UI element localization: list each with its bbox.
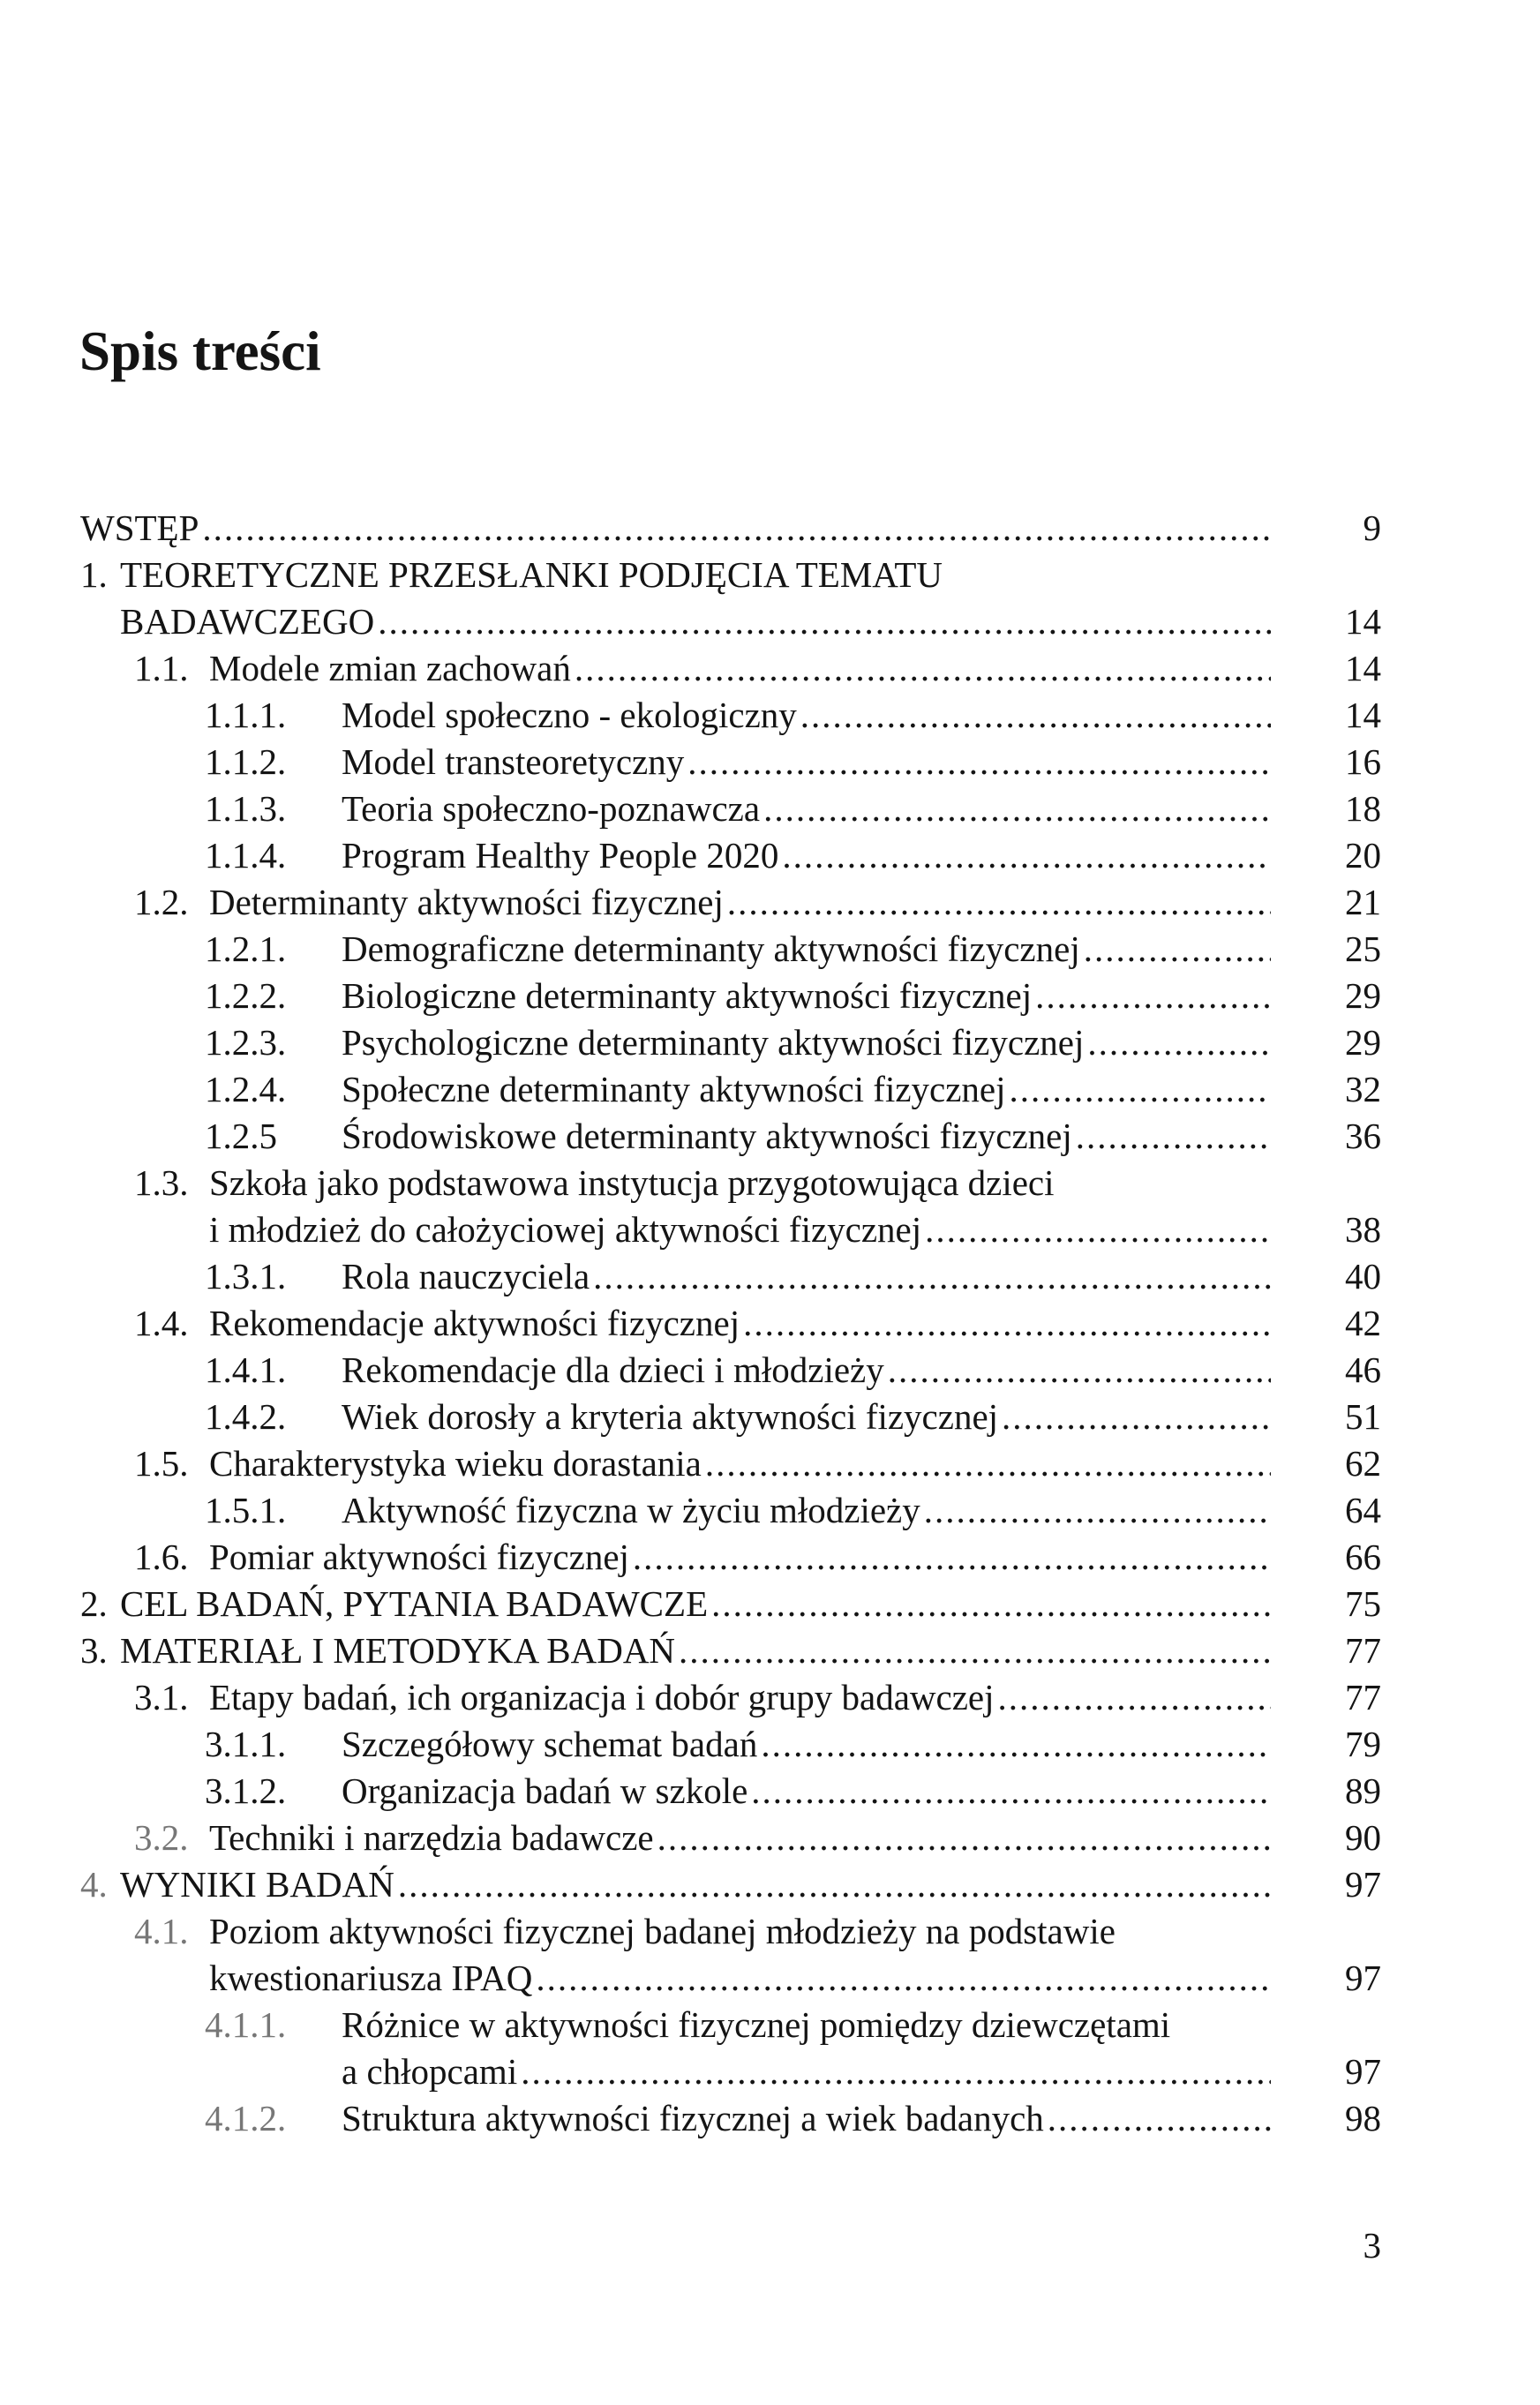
dot-leader bbox=[763, 785, 1271, 832]
toc-entry-title-text: Struktura aktywności fizycznej a wiek badanych bbox=[342, 2098, 1044, 2138]
toc-entry-number: 1.4.1. bbox=[205, 1349, 287, 1390]
toc-entry-title bbox=[342, 1768, 1271, 1815]
toc-entry-title bbox=[209, 1955, 1271, 2002]
toc-entry-number: 3. bbox=[80, 1630, 108, 1671]
toc-entry bbox=[0, 1908, 1540, 1955]
toc-entry-page: 98 bbox=[1345, 2098, 1381, 2138]
toc-entry-title bbox=[342, 1113, 1271, 1160]
toc-entry-title bbox=[209, 1440, 1271, 1487]
toc-entry-number: 1. bbox=[80, 554, 108, 595]
toc-entry-title-text: Charakterystyka wieku dorastania bbox=[209, 1443, 702, 1484]
toc-entry bbox=[0, 505, 1540, 552]
dot-leader bbox=[998, 1674, 1272, 1721]
toc-entry-title-text: Organizacja badań w szkole bbox=[342, 1770, 748, 1811]
toc-entry-page: 64 bbox=[1345, 1490, 1381, 1530]
toc-entry-title-text: i młodzież do całożyciowej aktywności fizycznej bbox=[209, 1209, 922, 1250]
dot-leader bbox=[687, 739, 1271, 785]
dot-leader bbox=[1087, 1019, 1271, 1066]
toc-entry-title-text: Środowiskowe determinanty aktywności fizycznej bbox=[342, 1116, 1072, 1156]
toc-entry-title-text: Model społeczno - ekologiczny bbox=[342, 695, 797, 735]
toc-entry bbox=[0, 1206, 1540, 1253]
toc-entry-title-text: Poziom aktywności fizycznej badanej młodzieży na podstawie bbox=[209, 1911, 1116, 1951]
toc-entry-title-text: CEL BADAŃ, PYTANIA BADAWCZE bbox=[120, 1583, 709, 1624]
toc-entry-title bbox=[342, 1253, 1271, 1300]
toc-entry-number: 4. bbox=[80, 1864, 108, 1905]
toc-entry-title-text: Wiek dorosły a kryteria aktywności fizycznej bbox=[342, 1396, 999, 1437]
toc-entry bbox=[0, 1955, 1540, 2002]
dot-leader bbox=[800, 692, 1271, 739]
toc-entry-number: 1.1.1. bbox=[205, 695, 287, 735]
toc-entry-page: 97 bbox=[1345, 1958, 1381, 1998]
toc-entry-page: 89 bbox=[1345, 1770, 1381, 1811]
toc-entry-title bbox=[342, 973, 1271, 1019]
toc-entry-page: 51 bbox=[1345, 1396, 1381, 1437]
toc-entry-title bbox=[342, 1019, 1271, 1066]
toc-entry-page: 77 bbox=[1345, 1677, 1381, 1717]
toc-entry bbox=[0, 879, 1540, 926]
toc-entry-page: 14 bbox=[1345, 695, 1381, 735]
toc-entry-title-text: Biologiczne determinanty aktywności fizycznej bbox=[342, 975, 1033, 1016]
toc-entry-page: 46 bbox=[1345, 1349, 1381, 1390]
toc-entry bbox=[0, 692, 1540, 739]
toc-entry-number: 1.1.3. bbox=[205, 788, 287, 829]
toc-entry-page: 97 bbox=[1345, 2051, 1381, 2092]
toc-entry-page: 21 bbox=[1345, 882, 1381, 922]
toc-entry-number: 1.5.1. bbox=[205, 1490, 287, 1530]
toc-entry-number: 3.1. bbox=[134, 1677, 189, 1717]
toc-entry bbox=[0, 1019, 1540, 1066]
dot-leader bbox=[743, 1300, 1271, 1347]
toc-entry-page: 14 bbox=[1345, 601, 1381, 642]
toc-entry-title bbox=[342, 2095, 1271, 2142]
toc-entry-number: 3.1.2. bbox=[205, 1770, 287, 1811]
toc-entry-title bbox=[209, 645, 1271, 692]
toc-entry-title bbox=[209, 1674, 1271, 1721]
toc-entry-title-text: WYNIKI BADAŃ bbox=[120, 1864, 394, 1905]
dot-leader bbox=[1010, 1066, 1271, 1113]
toc-entry bbox=[0, 1440, 1540, 1487]
dot-leader bbox=[398, 1861, 1271, 1908]
page-title: Spis treści bbox=[79, 320, 321, 382]
toc-entry bbox=[0, 1581, 1540, 1627]
toc-entry-number: 1.2.5 bbox=[205, 1116, 277, 1156]
toc-entry bbox=[0, 2048, 1540, 2095]
toc-entry-title-text: Determinanty aktywności fizycznej bbox=[209, 882, 724, 922]
toc-entry-page: 75 bbox=[1345, 1583, 1381, 1624]
toc-entry bbox=[0, 1627, 1540, 1674]
dot-leader bbox=[761, 1721, 1271, 1768]
toc-entry-title bbox=[342, 1066, 1271, 1113]
toc-entry-title-text: MATERIAŁ I METODYKA BADAŃ bbox=[120, 1630, 676, 1671]
toc-entry-title-text: Rekomendacje dla dzieci i młodzieży bbox=[342, 1349, 884, 1390]
toc-entry-number: 1.3.1. bbox=[205, 1256, 287, 1296]
toc-entry bbox=[0, 1674, 1540, 1721]
toc-entry-title-text: Program Healthy People 2020 bbox=[342, 835, 779, 876]
toc-entry-number: 1.4.2. bbox=[205, 1396, 287, 1437]
toc-entry-number: 3.2. bbox=[134, 1817, 189, 1858]
toc-entry-page: 62 bbox=[1345, 1443, 1381, 1484]
toc-entry-title bbox=[209, 1160, 1271, 1206]
toc-entry-page: 32 bbox=[1345, 1069, 1381, 1109]
dot-leader bbox=[705, 1440, 1271, 1487]
toc-entry-title bbox=[342, 1721, 1271, 1768]
toc-entry-title bbox=[342, 926, 1271, 973]
toc-entry-number: 1.2.1. bbox=[205, 928, 287, 969]
toc-entry-page: 29 bbox=[1345, 975, 1381, 1016]
toc-entry-page: 42 bbox=[1345, 1303, 1381, 1343]
toc-entry bbox=[0, 1534, 1540, 1581]
toc-entry bbox=[0, 1160, 1540, 1206]
toc-entry bbox=[0, 739, 1540, 785]
dot-leader bbox=[657, 1815, 1271, 1861]
toc-entry bbox=[0, 1815, 1540, 1861]
dot-leader bbox=[521, 2048, 1271, 2095]
toc-entry-title bbox=[209, 1908, 1271, 1955]
toc-entry-page: 20 bbox=[1345, 835, 1381, 876]
toc-entry-title-text: Pomiar aktywności fizycznej bbox=[209, 1537, 629, 1577]
toc-entry-page: 36 bbox=[1345, 1116, 1381, 1156]
toc-entry-title bbox=[342, 692, 1271, 739]
toc-entry-title bbox=[342, 1394, 1271, 1440]
toc-entry-title bbox=[120, 1627, 1271, 1674]
toc-entry-number: 1.3. bbox=[134, 1162, 189, 1203]
toc-entry-number: 4.1.2. bbox=[205, 2098, 287, 2138]
toc-entry-title-text: Modele zmian zachowań bbox=[209, 648, 571, 688]
toc-entry-page: 79 bbox=[1345, 1724, 1381, 1764]
toc-entry-title bbox=[209, 1534, 1271, 1581]
toc-entry-title bbox=[342, 1347, 1271, 1394]
dot-leader bbox=[378, 598, 1271, 645]
toc-entry-title bbox=[120, 552, 1271, 598]
toc-entry-title bbox=[209, 1815, 1271, 1861]
toc-entry-title bbox=[209, 1300, 1271, 1347]
toc-entry-number: 4.1. bbox=[134, 1911, 189, 1951]
toc-entry-title bbox=[209, 1206, 1271, 1253]
toc-entry-page: 40 bbox=[1345, 1256, 1381, 1296]
toc-entry-page: 38 bbox=[1345, 1209, 1381, 1250]
toc-entry-title-text: Psychologiczne determinanty aktywności fizycznej bbox=[342, 1022, 1085, 1063]
toc-entry bbox=[0, 1066, 1540, 1113]
toc-entry-title bbox=[342, 739, 1271, 785]
dot-leader bbox=[1076, 1113, 1271, 1160]
toc-entry-title-text: BADAWCZEGO bbox=[120, 601, 375, 642]
toc-entry-number: 2. bbox=[80, 1583, 108, 1624]
toc-entry bbox=[0, 2002, 1540, 2048]
toc-entry bbox=[0, 645, 1540, 692]
toc-entry-title bbox=[342, 785, 1271, 832]
dot-leader bbox=[679, 1627, 1271, 1674]
toc-entry-page: 66 bbox=[1345, 1537, 1381, 1577]
page-number: 3 bbox=[1363, 2225, 1381, 2266]
toc-entry bbox=[0, 1721, 1540, 1768]
dot-leader bbox=[925, 1206, 1271, 1253]
toc-entry-number: 4.1.1. bbox=[205, 2004, 287, 2045]
dot-leader bbox=[575, 645, 1271, 692]
dot-leader bbox=[711, 1581, 1271, 1627]
toc-entry-number: 1.5. bbox=[134, 1443, 189, 1484]
toc-entry-title-text: a chłopcami bbox=[342, 2051, 518, 2092]
toc-entry-title-text: Szkoła jako podstawowa instytucja przygotowująca dzieci bbox=[209, 1162, 1055, 1203]
toc-entry-title-text: Etapy badań, ich organizacja i dobór grupy badawczej bbox=[209, 1677, 995, 1717]
dot-leader bbox=[782, 832, 1271, 879]
toc-entry-title bbox=[342, 832, 1271, 879]
toc-entry bbox=[0, 973, 1540, 1019]
toc-entry-number: 1.1. bbox=[134, 648, 189, 688]
toc-entry-title-text: Rekomendacje aktywności fizycznej bbox=[209, 1303, 740, 1343]
toc-entry-number: 3.1.1. bbox=[205, 1724, 287, 1764]
toc-entry bbox=[0, 1300, 1540, 1347]
dot-leader bbox=[536, 1955, 1271, 2002]
toc-entry-title-text: Rola nauczyciela bbox=[342, 1256, 590, 1296]
dot-leader bbox=[202, 505, 1271, 552]
dot-leader bbox=[1035, 973, 1271, 1019]
toc-entry-number: 1.1.4. bbox=[205, 835, 287, 876]
toc-entry-title bbox=[342, 2048, 1271, 2095]
toc-entry-page: 16 bbox=[1345, 741, 1381, 782]
toc-entry-page: 9 bbox=[1363, 507, 1381, 548]
dot-leader bbox=[924, 1487, 1271, 1534]
toc-entry-title-text: TEORETYCZNE PRZESŁANKI PODJĘCIA TEMATU bbox=[120, 554, 943, 595]
toc-entry bbox=[0, 832, 1540, 879]
toc-entry-number: 1.2.2. bbox=[205, 975, 287, 1016]
toc-entry-title-text: Szczegółowy schemat badań bbox=[342, 1724, 758, 1764]
toc-entry bbox=[0, 785, 1540, 832]
toc-entry-page: 29 bbox=[1345, 1022, 1381, 1063]
toc-entry-title bbox=[342, 2002, 1271, 2048]
toc-entry-number: 1.4. bbox=[134, 1303, 189, 1343]
toc-entry-number: 1.2.4. bbox=[205, 1069, 287, 1109]
toc-entry-number: 1.2.3. bbox=[205, 1022, 287, 1063]
toc-entry bbox=[0, 1253, 1540, 1300]
dot-leader bbox=[1048, 2095, 1271, 2142]
toc-entry-page: 97 bbox=[1345, 1864, 1381, 1905]
toc-entry bbox=[0, 1347, 1540, 1394]
toc-entry-title-text: kwestionariusza IPAQ bbox=[209, 1958, 533, 1998]
table-of-contents bbox=[0, 505, 1540, 2142]
toc-entry-title-text: Aktywność fizyczna w życiu młodzieży bbox=[342, 1490, 920, 1530]
toc-entry-title-text: Demograficzne determinanty aktywności fizycznej bbox=[342, 928, 1080, 969]
toc-entry-page: 77 bbox=[1345, 1630, 1381, 1671]
toc-entry-title-text: WSTĘP bbox=[80, 507, 199, 548]
toc-entry-title-text: Społeczne determinanty aktywności fizycznej bbox=[342, 1069, 1006, 1109]
toc-entry-title bbox=[120, 1861, 1271, 1908]
toc-entry-page: 25 bbox=[1345, 928, 1381, 969]
toc-entry-title bbox=[342, 1487, 1271, 1534]
dot-leader bbox=[1084, 926, 1271, 973]
dot-leader bbox=[593, 1253, 1271, 1300]
toc-entry-number: 1.1.2. bbox=[205, 741, 287, 782]
toc-entry-title bbox=[209, 879, 1271, 926]
toc-entry-title bbox=[80, 505, 1271, 552]
toc-entry bbox=[0, 2095, 1540, 2142]
toc-entry-title bbox=[120, 598, 1271, 645]
toc-entry-page: 18 bbox=[1345, 788, 1381, 829]
toc-entry bbox=[0, 1768, 1540, 1815]
toc-entry bbox=[0, 1113, 1540, 1160]
dot-leader bbox=[888, 1347, 1271, 1394]
dot-leader bbox=[727, 879, 1271, 926]
toc-entry bbox=[0, 598, 1540, 645]
toc-entry-title-text: Różnice w aktywności fizycznej pomiędzy dziewczętami bbox=[342, 2004, 1171, 2045]
toc-entry-page: 14 bbox=[1345, 648, 1381, 688]
toc-entry-number: 1.2. bbox=[134, 882, 189, 922]
toc-entry bbox=[0, 1487, 1540, 1534]
toc-entry bbox=[0, 552, 1540, 598]
toc-entry-title-text: Teoria społeczno-poznawcza bbox=[342, 788, 761, 829]
toc-entry-page: 90 bbox=[1345, 1817, 1381, 1858]
toc-entry-title-text: Techniki i narzędzia badawcze bbox=[209, 1817, 654, 1858]
toc-entry bbox=[0, 1861, 1540, 1908]
dot-leader bbox=[751, 1768, 1271, 1815]
toc-entry-title bbox=[120, 1581, 1271, 1627]
toc-entry-number: 1.6. bbox=[134, 1537, 189, 1577]
toc-entry bbox=[0, 1394, 1540, 1440]
dot-leader bbox=[633, 1534, 1271, 1581]
toc-entry bbox=[0, 926, 1540, 973]
dot-leader bbox=[1002, 1394, 1271, 1440]
toc-entry-title-text: Model transteoretyczny bbox=[342, 741, 685, 782]
